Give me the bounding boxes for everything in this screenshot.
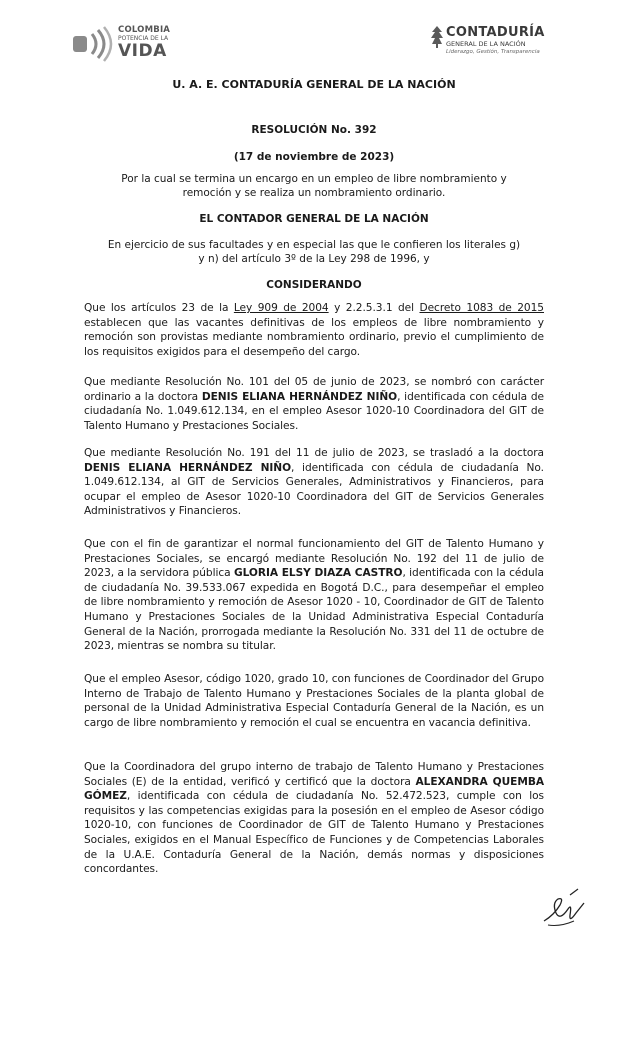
logo-right-line1: CONTADURÍA [446,25,545,40]
emblem-icon [430,26,444,48]
resolution-subject-line2: remoción y se realiza un nombramiento ordinario. [182,187,446,199]
logo-left-line2: POTENCIA DE LA [118,34,169,42]
powers-line1: En ejercicio de sus facultades y en especial las que le confieren los literales g) [107,239,521,251]
person-name: ALEXANDRA QUEMBA GÓMEZ [84,775,544,803]
authority-title: EL CONTADOR GENERAL DE LA NACIÓN [199,213,429,225]
logo-left-line3: VIDA [118,40,167,61]
decree-reference: Decreto 1083 de 2015 [419,302,544,314]
law-reference: Ley 909 de 2004 [233,302,329,314]
resolution-number: RESOLUCIÓN No. 392 [251,124,377,136]
initials-signature [540,885,588,931]
person-name: DENIS ELIANA HERNÁNDEZ NIÑO [201,390,398,403]
paragraph-3: Que mediante Resolución No. 191 del 11 de julio de 2023, se trasladó a la doctora DENIS ELIANA HERNÁNDEZ NIÑO, identificada con cédula de ciudadanía No. 1.049.612.134, al GIT de Servicios Generales, Administrativos y Financieros, para ocupar el empleo de Asesor 1020-10 Coordinadora del GIT de Servicios Generales Administrativos y Financieros. [84,447,544,518]
person-name: DENIS ELIANA HERNÁNDEZ NIÑO [84,461,292,474]
paragraph-6: Que la Coordinadora del grupo interno de trabajo de Talento Humano y Prestaciones Sociales (E) de la entidad, verificó y certificó que la doctora ALEXANDRA QUEMBA GÓMEZ, identificada con cédula de ciudadanía No. 52.472.523, cumple con los requisitos y las competencias exigidas para la posesión en el empleo de Asesor código 1020-10, con funciones de Coordinador de GIT de Talento Humano y Prestaciones Sociales, exigidos en el Manual Específico de Funciones y de Competencias Laborales de la U.A.E. Contaduría General de la Nación, demás normas y disposiciones concordantes. [84,761,544,876]
logo-left-line1: COLOMBIA [118,25,171,35]
colombia-potencia-de-la-vida-logo [72,24,192,64]
logo-right-line2: GENERAL DE LA NACIÓN [446,40,526,48]
logo-right-line3: Liderazgo, Gestión, Transparencia [446,48,540,55]
waves-icon [72,26,114,62]
resolution-subject-line1: Por la cual se termina un encargo en un empleo de libre nombramiento y [121,173,507,185]
paragraph-4: Que con el fin de garantizar el normal funcionamiento del GIT de Talento Humano y Prestaciones Sociales, se encargó mediante Resolución No. 192 del 11 de julio de 2023, a la servidora pública GLORIA ELSY DIAZA CASTRO, identificada con la cédula de ciudadanía No. 39.533.067 expedida en Bogotá D.C., para desempeñar el empleo de libre nombramiento y remoción de Asesor 1020 - 10, Coordinador de GIT de Talento Humano y Prestaciones Sociales de la Unidad Administrativa Especial Contaduría General de la Nación, prorrogada mediante la Resolución No. 331 del 11 de octubre de 2023, mientras se nombra su titular. [84,538,544,653]
contaduria-logo [430,24,560,64]
paragraph-5: Que el empleo Asesor, código 1020, grado 10, con funciones de Coordinador del Grupo Interno de Trabajo de Talento Humano y Prestaciones Sociales de la planta global de personal de la Unidad Administrativa Especial Contaduría General de la Nación, es un cargo de libre nombramiento y remoción el cual se encuentra en vacancia definitiva. [84,673,544,729]
entity-title: U. A. E. CONTADURÍA GENERAL DE LA NACIÓN [172,78,456,91]
person-name: GLORIA ELSY DIAZA CASTRO [233,567,403,580]
paragraph-2: Que mediante Resolución No. 101 del 05 de junio de 2023, se nombró con carácter ordinario a la doctora DENIS ELIANA HERNÁNDEZ NIÑO, identificada con cédula de ciudadanía No. 1.049.612.134, en el empleo Asesor 1020-10 Coordinadora del GIT de Talento Humano y Prestaciones Sociales. [84,376,544,432]
powers-line2: y n) del artículo 3º de la Ley 298 de 1996, y [198,253,430,265]
paragraph-1: Que los artículos 23 de la Ley 909 de 2004 y 2.2.5.3.1 del Decreto 1083 de 2015 establecen que las vacantes definitivas de los empleos de libre nombramiento y remoción son provistas mediante nombramiento ordinario, previo el cumplimiento de los requisitos exigidos para el desempeño del cargo. [84,302,544,358]
considering-heading: CONSIDERANDO [266,279,362,291]
resolution-date: (17 de noviembre de 2023) [233,151,395,163]
